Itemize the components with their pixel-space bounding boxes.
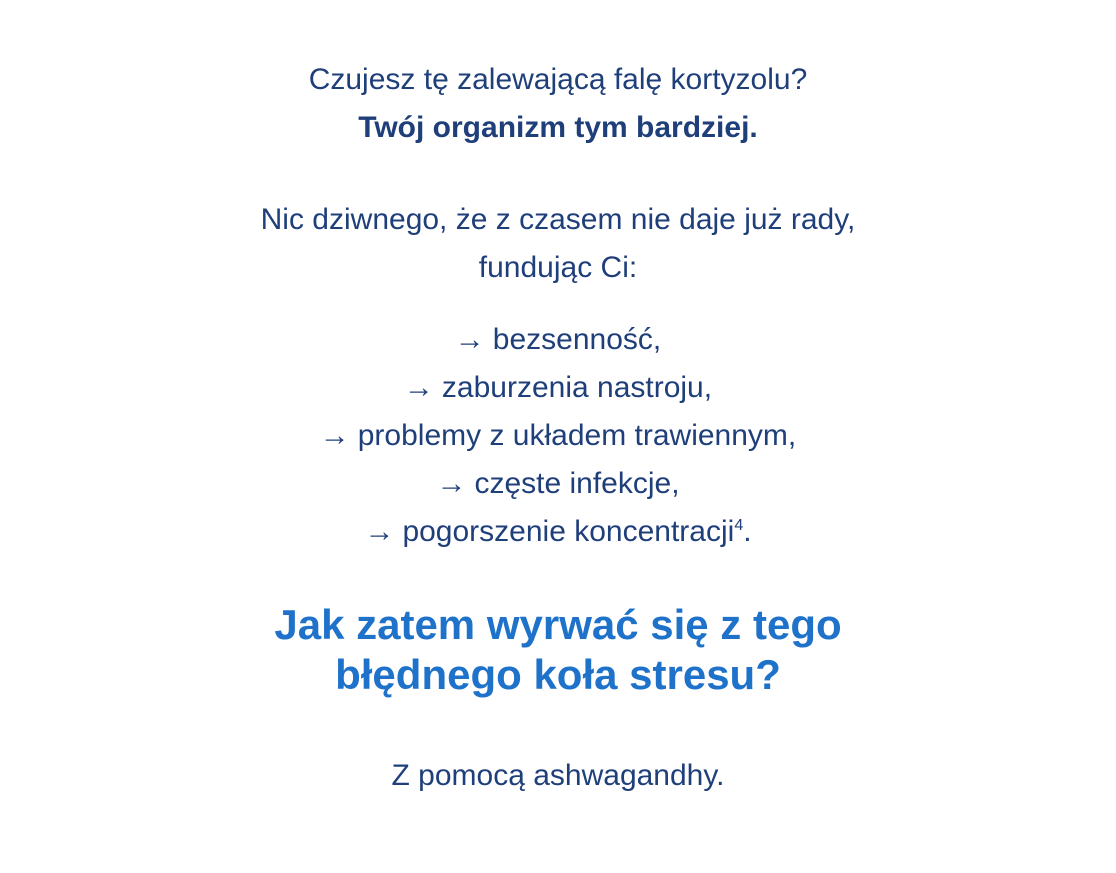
section-heading [0, 600, 1116, 700]
list-item [0, 508, 1116, 556]
symptom-list [0, 316, 1116, 556]
arrow-right-icon: → [364, 515, 395, 548]
list-item-label: zaburzenia nastroju, [441, 371, 713, 404]
list-item-suffix: . [743, 515, 752, 548]
consequence-paragraph [0, 196, 1116, 292]
arrow-right-icon: → [454, 323, 485, 356]
list-item [0, 412, 1116, 460]
heading-line: błędnego koła stresu? [335, 651, 781, 698]
outro-paragraph: Z pomocą ashwagandhy. [391, 759, 725, 792]
consequence-line: fundując Ci: [478, 251, 638, 284]
list-item [0, 364, 1116, 412]
list-item-label: pogorszenie koncentracji [402, 515, 735, 548]
arrow-right-icon: → [319, 419, 350, 452]
list-item [0, 460, 1116, 508]
arrow-right-icon: → [403, 371, 434, 404]
list-item-label: problemy z układem trawiennym, [357, 419, 797, 452]
heading-line: Jak zatem wyrwać się z tego [274, 601, 842, 648]
intro-emphasis: Twój organizm tym bardziej. [358, 111, 758, 144]
arrow-right-icon: → [436, 467, 467, 500]
intro-line: Czujesz tę zalewającą falę kortyzolu? [308, 63, 808, 96]
list-item [0, 316, 1116, 364]
list-item-label: bezsenność, [492, 323, 662, 356]
list-item-label: częste infekcje, [474, 467, 680, 500]
footnote-marker: 4 [734, 517, 744, 534]
intro-paragraph [0, 56, 1116, 152]
consequence-line: Nic dziwnego, że z czasem nie daje już rady, [260, 203, 856, 236]
